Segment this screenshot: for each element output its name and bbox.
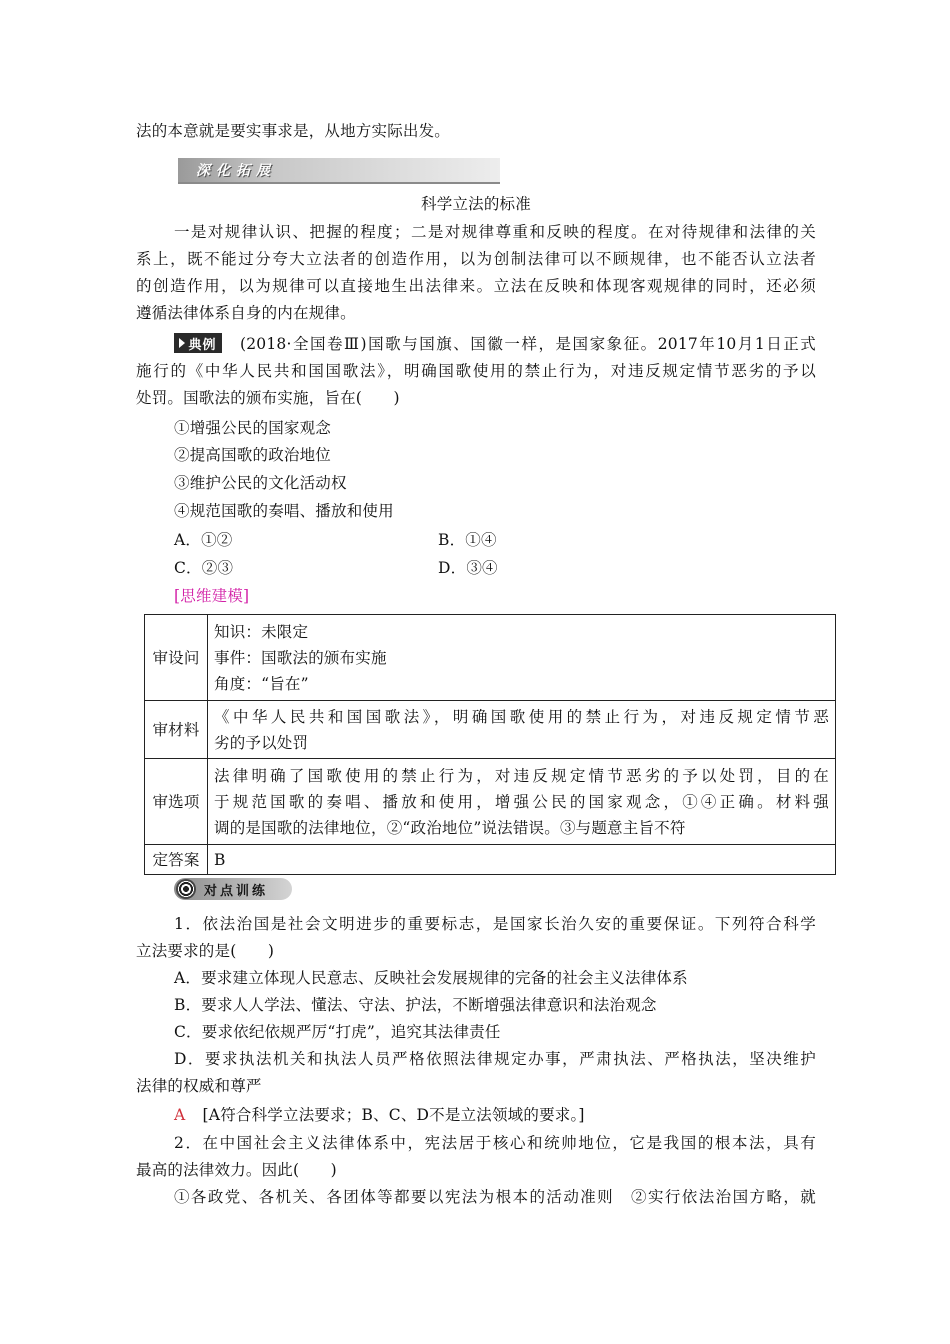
paragraph-line: 的创造作用，以为规律可以直接地生出法律来。立法在反映和体现客观规律的同时，还必须 [136, 277, 816, 295]
question-line: (2018·全国卷Ⅲ)国歌与国旗、国徽一样，是国家象征。2017年10月1日正式 [240, 335, 816, 353]
row-label: 定答案 [145, 845, 208, 875]
answer-letter: A [174, 1106, 186, 1124]
table-row [145, 845, 836, 875]
paragraph-line: 一是对规律认识、把握的程度；二是对规律尊重和反映的程度。在对待规律和法律的关 [174, 223, 816, 241]
option-line: 法律的权威和尊严 [136, 1077, 262, 1095]
paragraph-line: 遵循法律体系自身的内在规律。 [136, 304, 356, 322]
thinking-model-table [144, 614, 836, 875]
row-label: 审材料 [145, 701, 208, 759]
question-line: 最高的法律效力。因此( ) [136, 1161, 337, 1179]
table-row [145, 615, 836, 701]
option-line: C．要求依纪依规严厉“打虎”，追究其法律责任 [174, 1023, 501, 1041]
statement-option: ④规范国歌的奏唱、播放和使用 [174, 502, 394, 520]
deepen-badge: 深化拓展 [178, 158, 500, 184]
intro-line: 法的本意就是要实事求是，从地方实际出发。 [136, 122, 451, 140]
statement-option: ③维护公民的文化活动权 [174, 474, 347, 492]
option-line: A．要求建立体现人民意志、反映社会发展规律的完备的社会主义法律体系 [174, 969, 688, 987]
answer-explanation: [A符合科学立法要求；B、C、D不是立法领域的要求。] [202, 1106, 585, 1124]
example-badge-label: 典例 [188, 337, 217, 353]
row-content [208, 845, 836, 875]
option-line: B．要求人人学法、懂法、守法、护法，不断增强法律意识和法治观念 [174, 996, 657, 1014]
row-label: 审设问 [145, 615, 208, 701]
cell-line: 法律明确了国歌使用的禁止行为，对违反规定情节恶劣的予以处罚，目的在 [214, 766, 829, 785]
row-label: 审选项 [145, 759, 208, 845]
statement-option: ①增强公民的国家观念 [174, 419, 332, 437]
cell-line: B [214, 850, 226, 869]
triangle-icon [179, 338, 185, 348]
choice-d: D．③④ [438, 559, 498, 577]
target-icon [176, 879, 196, 899]
example-badge [174, 333, 222, 353]
question-line: 1．依法治国是社会文明进步的重要标志，是国家长治久安的重要保证。下列符合科学 [174, 915, 816, 933]
table-row [145, 759, 836, 845]
cell-line: 调的是国歌的法律地位，②“政治地位”说法错误。③与题意主旨不符 [214, 818, 686, 837]
question-line: 处罚。国歌法的颁布实施，旨在( ) [136, 389, 400, 407]
cell-line: 于规范国歌的奏唱、播放和使用，增强公民的国家观念，①④正确。材料强 [214, 792, 829, 811]
choice-b: B．①④ [438, 531, 497, 549]
row-content [208, 701, 836, 759]
section-title: 科学立法的标准 [421, 195, 531, 213]
thinking-model-label: [思维建模] [174, 587, 250, 605]
cell-line: 知识：未限定 [214, 622, 309, 641]
paragraph-line: 系上，既不能过分夸大立法者的创造作用，以为创制法律可以不顾规律，也不能否认立法者 [136, 250, 816, 268]
question-line: 施行的《中华人民共和国国歌法》，明确国歌使用的禁止行为，对违反规定情节恶劣的予以 [136, 362, 816, 380]
statement-option: ②提高国歌的政治地位 [174, 446, 332, 464]
answer-line [174, 1104, 816, 1126]
cell-line: 角度：“旨在” [214, 674, 309, 693]
cell-line: 劣的予以处罚 [214, 733, 309, 752]
row-content [208, 615, 836, 701]
cell-line: 《中华人民共和国国歌法》，明确国歌使用的禁止行为，对违反规定情节恶 [214, 707, 829, 726]
choice-c: C．②③ [174, 559, 234, 577]
question-line: 立法要求的是( ) [136, 942, 275, 960]
statement-option: ①各政党、各机关、各团体等都要以宪法为根本的活动准则 ②实行依法治国方略，就 [174, 1188, 816, 1206]
option-line: D．要求执法机关和执法人员严格依照法律规定办事，严肃执法、严格执法，坚决维护 [174, 1050, 816, 1068]
table-row [145, 701, 836, 759]
choice-a: A．①② [174, 531, 233, 549]
cell-line: 事件：国歌法的颁布实施 [214, 648, 387, 667]
training-badge: 对点训练 [174, 878, 292, 900]
question-line: 2．在中国社会主义法律体系中，宪法居于核心和统帅地位，它是我国的根本法，具有 [174, 1134, 816, 1152]
row-content [208, 759, 836, 845]
